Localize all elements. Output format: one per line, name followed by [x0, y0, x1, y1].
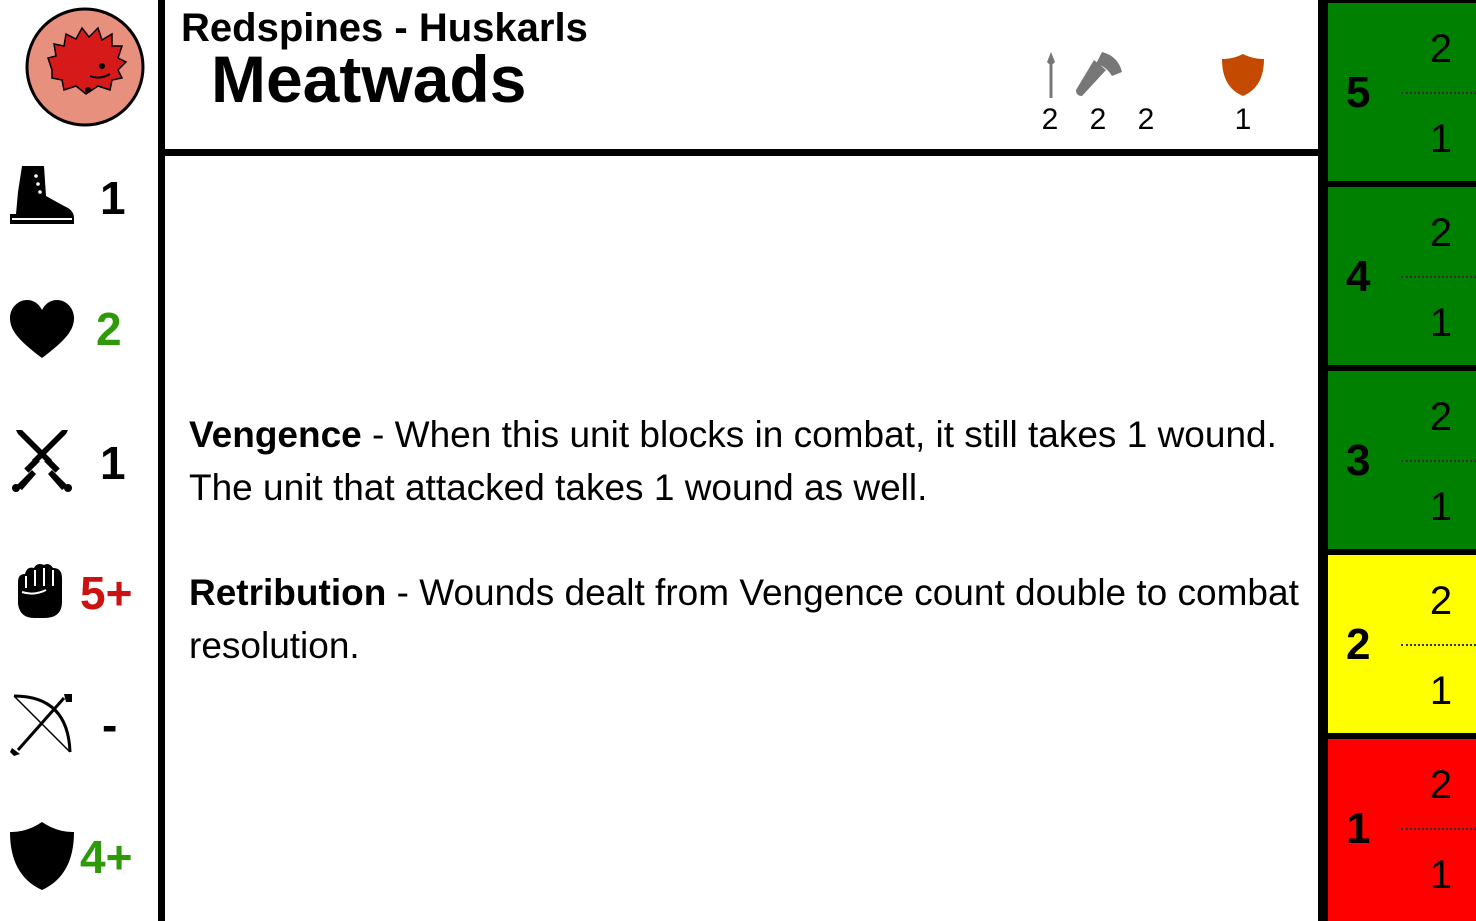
band-bottom-value: 1 — [1429, 485, 1453, 529]
wound-track — [1325, 0, 1476, 921]
fist-icon — [12, 560, 68, 622]
weapon-value: 2 — [1137, 103, 1155, 136]
axe-icon — [1072, 50, 1124, 98]
band-top-value: 2 — [1429, 395, 1453, 439]
rules-text — [189, 408, 1299, 724]
band-label: 4 — [1346, 252, 1371, 301]
attack-value: 1 — [100, 437, 126, 489]
band-bottom-value: 1 — [1429, 301, 1453, 345]
rule-name: Retribution — [189, 572, 387, 613]
stat-column — [0, 0, 158, 921]
unit-name: Meatwads — [211, 42, 527, 116]
faction-title: Redspines - Huskarls — [181, 6, 588, 50]
band-top-value: 2 — [1429, 27, 1453, 71]
shield-icon — [8, 820, 76, 892]
hedgehog-icon — [24, 6, 146, 128]
header-divider — [158, 149, 1325, 156]
left-divider — [158, 0, 165, 921]
heart-icon — [8, 296, 76, 364]
band-label: 5 — [1346, 68, 1371, 117]
track-band-2 — [1328, 555, 1476, 733]
track-band-4 — [1328, 187, 1476, 365]
band-top-value: 2 — [1429, 579, 1453, 623]
band-bottom-value: 1 — [1429, 669, 1453, 713]
rule-retribution — [189, 566, 1299, 672]
band-top-value: 2 — [1429, 763, 1453, 807]
band-divider — [1401, 92, 1476, 94]
armor-value: 4+ — [80, 831, 133, 883]
movement-value: 1 — [100, 172, 126, 224]
health-value: 2 — [96, 303, 122, 355]
bow-icon — [8, 690, 76, 758]
spear-icon — [1040, 52, 1062, 98]
right-divider — [1318, 0, 1325, 921]
strength-value: 5+ — [80, 567, 133, 619]
band-label: 2 — [1346, 620, 1371, 669]
rule-vengence — [189, 408, 1299, 514]
band-bottom-value: 1 — [1429, 853, 1453, 897]
band-label: 3 — [1346, 436, 1371, 485]
band-divider — [1401, 644, 1476, 646]
track-band-5 — [1328, 3, 1476, 181]
weapon-value: 2 — [1041, 103, 1059, 136]
weapon-value: 2 — [1089, 103, 1107, 136]
crossed-swords-icon — [8, 426, 76, 494]
ranged-value: - — [102, 699, 118, 751]
rule-name: Vengence — [189, 414, 362, 455]
band-divider — [1401, 276, 1476, 278]
band-bottom-value: 1 — [1429, 117, 1453, 161]
rule-description: - Wounds dealt from Vengence count double to combat resolution. — [189, 572, 1299, 666]
band-divider — [1401, 460, 1476, 462]
shield-value: 1 — [1234, 103, 1252, 136]
rule-description: - When this unit blocks in combat, it still takes 1 wound. The unit that attacked takes 1 wound as well. — [189, 414, 1277, 508]
track-band-1 — [1328, 739, 1476, 921]
boot-icon — [8, 162, 76, 230]
track-band-3 — [1328, 371, 1476, 549]
band-top-value: 2 — [1429, 211, 1453, 255]
shield-icon — [1220, 52, 1266, 98]
band-divider — [1401, 828, 1476, 830]
band-label: 1 — [1346, 804, 1371, 853]
